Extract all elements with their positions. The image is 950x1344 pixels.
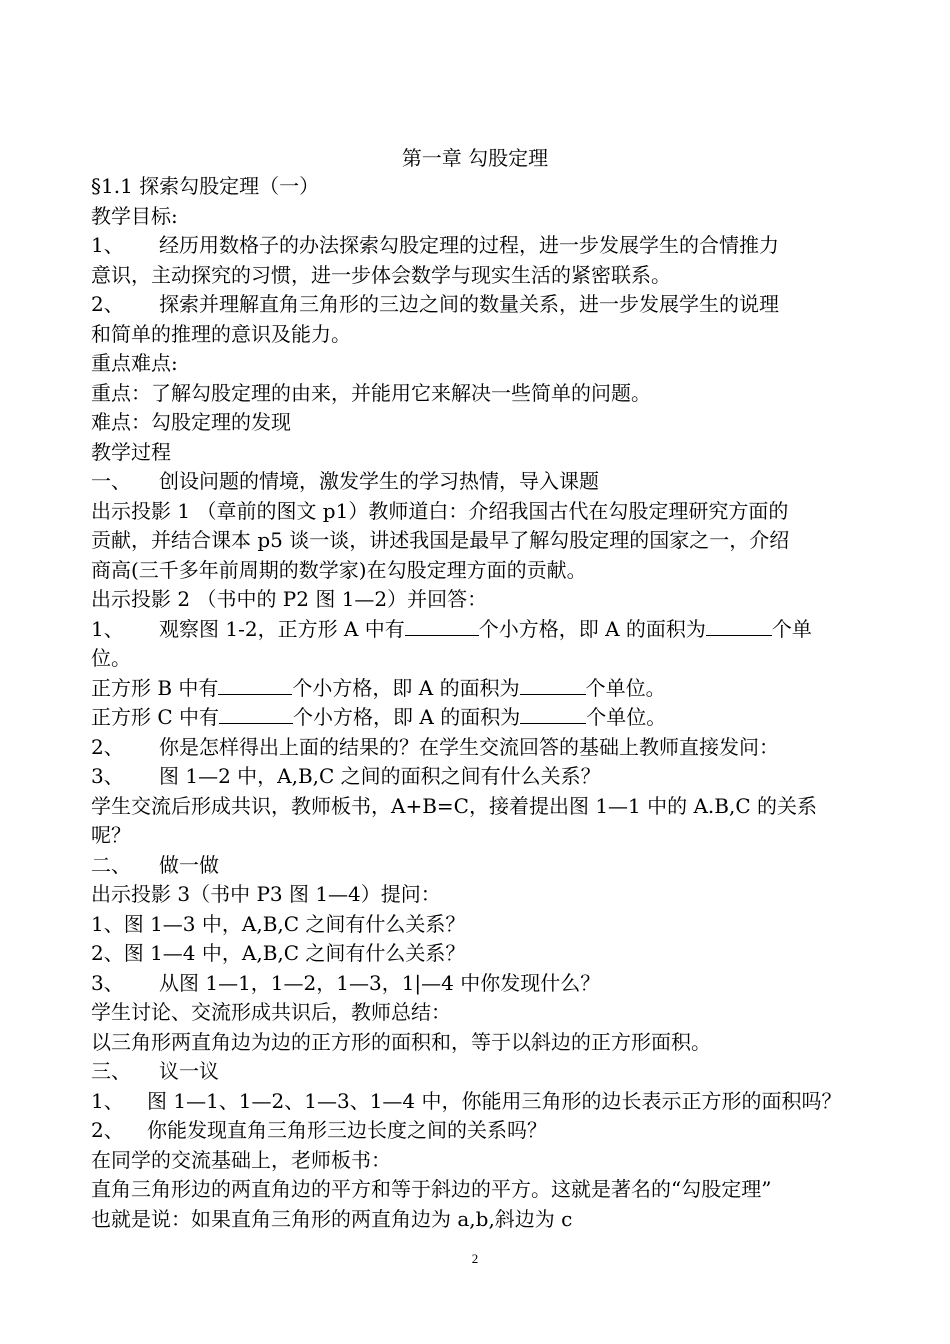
objectives-heading: 教学目标:	[91, 203, 178, 228]
question-text: 个小方格，即 A 的面积为	[478, 616, 706, 641]
paragraph-line: 也就是说：如果直角三角形的两直角边为 a,b,斜边为 c	[91, 1206, 573, 1231]
objective-item-1	[91, 231, 871, 261]
page-number: 2	[471, 1251, 479, 1266]
paragraph-line: 学生讨论、交流形成共识后，教师总结：	[91, 1000, 451, 1024]
question-c	[91, 703, 871, 733]
question-3	[91, 762, 871, 792]
section-title: §1.1 探索勾股定理（一）	[91, 174, 320, 198]
objective-item-1-cont: 意识，主动探究的习惯，进一步体会数学与现实生活的紧密联系。	[91, 262, 671, 287]
list-number: 二、	[91, 852, 131, 877]
paragraph-line: 在同学的交流基础上，老师板书：	[91, 1147, 391, 1172]
fill-blank	[520, 705, 586, 724]
paragraph-line: 学生交流后形成共识，教师板书，A+B=C，接着提出图 1—1 中的 A.B,C 的关系	[91, 793, 817, 818]
question-text: 你能发现直角三角形三边长度之间的关系吗？	[147, 1118, 547, 1142]
list-number: 2、	[91, 292, 124, 316]
paragraph-line: 以三角形两直角边为边的正方形的面积和，等于以斜边的正方形面积。	[91, 1029, 711, 1054]
list-number: 1、	[91, 1088, 124, 1113]
key-points-heading: 重点难点:	[91, 351, 178, 375]
list-item	[91, 1116, 871, 1146]
list-item: 1、图 1—3 中，A,B,C 之间有什么关系？	[91, 911, 466, 936]
list-number: 1、	[91, 233, 124, 257]
part-1-title	[91, 467, 871, 497]
fill-blank	[520, 676, 586, 695]
part-3-title	[91, 1057, 871, 1087]
chapter-title: 第一章 勾股定理	[401, 146, 549, 170]
paragraph-line: 出示投影 2 （书中的 P2 图 1—2）并回答：	[91, 587, 488, 611]
question-text: 图 1—1、1—2、1—3、1—4 中，你能用三角形的边长表示正方形的面积吗？	[147, 1088, 842, 1113]
question-text: 个单位。	[585, 675, 666, 700]
document-body	[91, 172, 871, 1234]
list-item	[91, 969, 871, 999]
fill-blank	[706, 617, 772, 636]
question-text: 你是怎样得出上面的结果的？在学生交流回答的基础上教师直接发问：	[159, 734, 779, 759]
question-text: 正方形 B 中有	[91, 675, 219, 700]
fill-blank	[219, 705, 293, 724]
fill-blank	[218, 676, 292, 695]
part-title-text: 创设问题的情境，激发学生的学习热情，导入课题	[159, 469, 599, 493]
paragraph-line: 出示投影 1 （章前的图文 p1）教师道白：介绍我国古代在勾股定理研究方面的	[91, 498, 789, 523]
list-number: 2、	[91, 734, 124, 759]
paragraph-line: 商高(三千多年前周期的数学家)在勾股定理方面的贡献。	[91, 557, 587, 582]
objective-item-2	[91, 290, 871, 320]
question-text: 个小方格，即 A 的面积为	[293, 705, 521, 729]
list-number: 一、	[91, 469, 131, 493]
list-number: 2、	[91, 1118, 124, 1142]
part-2-title	[91, 851, 871, 881]
paragraph-line: 出示投影 3（书中 P3 图 1—4）提问：	[91, 882, 441, 906]
question-1	[91, 615, 871, 645]
difficulty-point: 难点：勾股定理的发现	[91, 410, 291, 434]
list-number: 三、	[91, 1059, 131, 1083]
question-text: 从图 1—1，1—2，1—3，1|—4 中你发现什么？	[159, 970, 601, 995]
question-text: 个单位。	[586, 705, 667, 729]
question-text: 个单	[771, 616, 812, 641]
list-number: 3、	[91, 764, 124, 788]
list-item	[91, 1087, 871, 1117]
key-point: 重点：了解勾股定理的由来，并能用它来解决一些简单的问题。	[91, 380, 651, 405]
question-text: 个小方格，即 A 的面积为	[292, 675, 520, 700]
paragraph-line: 呢？	[91, 823, 131, 847]
question-1-cont: 位。	[91, 646, 131, 670]
list-number: 1、	[91, 616, 124, 641]
paragraph-line: 直角三角形边的两直角边的平方和等于斜边的平方。这就是著名的“勾股定理”	[91, 1177, 772, 1201]
part-title-text: 做一做	[159, 852, 219, 877]
objective-item-2-cont: 和简单的推理的意识及能力。	[91, 321, 351, 346]
question-2	[91, 733, 871, 763]
list-item: 2、图 1—4 中，A,B,C 之间有什么关系？	[91, 941, 466, 965]
part-title-text: 议一议	[159, 1059, 219, 1083]
question-b	[91, 674, 871, 704]
paragraph-line: 贡献，并结合课本 p5 谈一谈，讲述我国是最早了解勾股定理的国家之一，介绍	[91, 528, 790, 552]
objective-text: 探索并理解直角三角形的三边之间的数量关系，进一步发展学生的说理	[159, 292, 779, 316]
objective-text: 经历用数格子的办法探索勾股定理的过程，进一步发展学生的合情推力	[159, 233, 779, 257]
fill-blank	[405, 617, 479, 636]
question-text: 图 1—2 中，A,B,C 之间的面积之间有什么关系？	[159, 764, 601, 788]
list-number: 3、	[91, 970, 124, 995]
process-heading: 教学过程	[91, 439, 171, 464]
question-text: 正方形 C 中有	[91, 705, 220, 729]
question-text: 观察图 1-2，正方形 A 中有	[159, 616, 405, 641]
